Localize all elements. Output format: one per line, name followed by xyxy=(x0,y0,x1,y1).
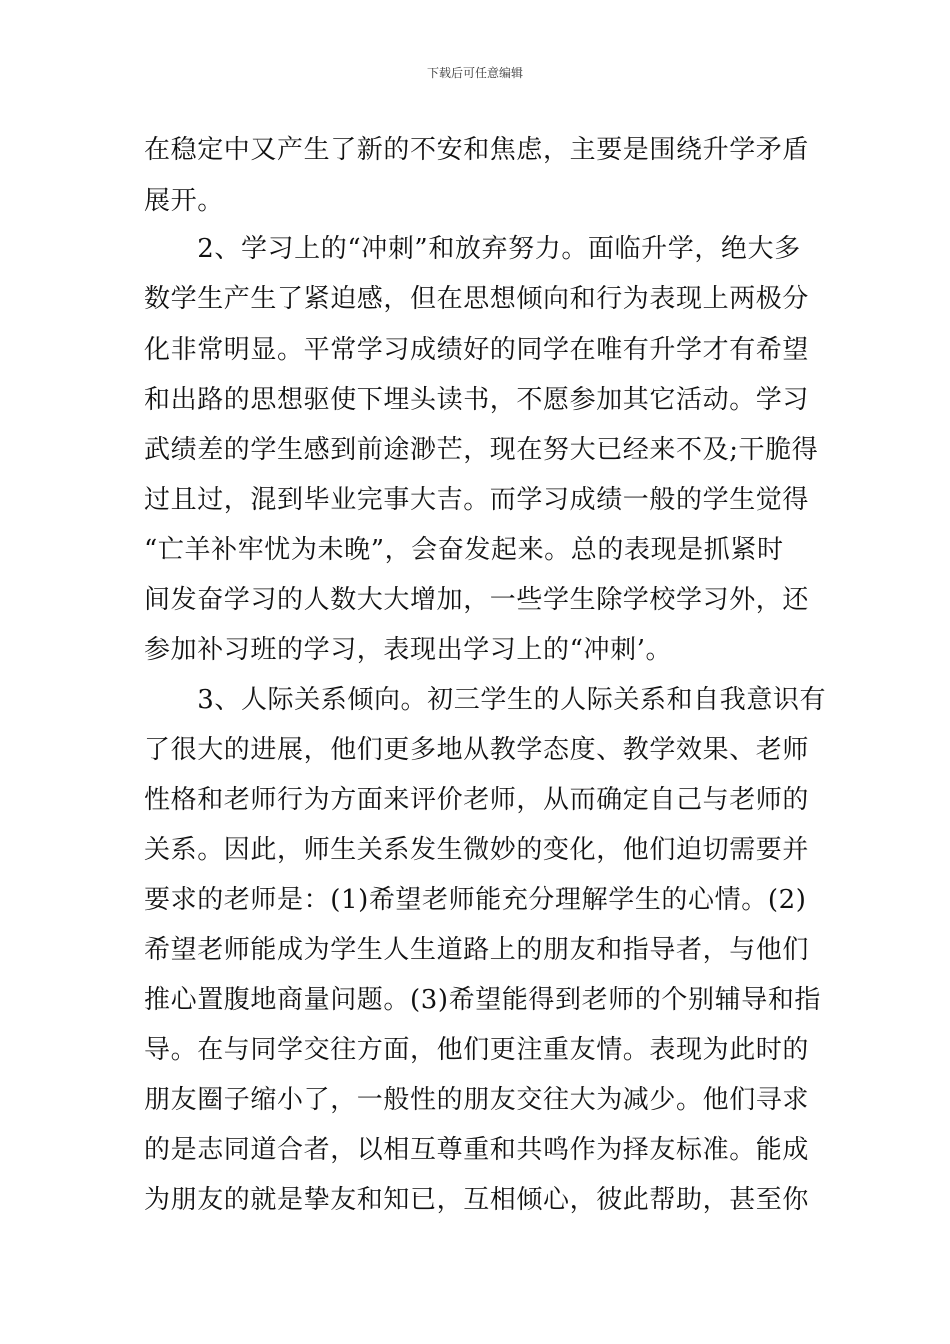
text-line: 希望老师能成为学生人生道路上的朋友和指导者，与他们 xyxy=(144,935,810,965)
text-line: 武绩差的学生感到前途渺芒，现在努大已经来不及;干脆得 xyxy=(144,435,819,465)
text-line: 的是志同道合者，以相互尊重和共鸣作为择友标准。能成 xyxy=(144,1135,810,1165)
text-line: 导。在与同学交往方面，他们更注重友情。表现为此时的 xyxy=(144,1035,810,1065)
text-line: 展开。 xyxy=(144,186,224,216)
text-line: 2、学习上的“冲刺”和放弃努力。面临升学，绝大多 xyxy=(144,234,801,264)
text-line: 在稳定中又产生了新的不安和焦虑，主要是围绕升学矛盾 xyxy=(144,135,810,165)
text-line: 要求的老师是：(1)希望老师能充分理解学生的心情。(2) xyxy=(144,885,807,915)
page-header: 下载后可任意编辑 xyxy=(426,66,523,80)
text-line: 和出路的思想驱使下埋头读书，不愿参加其它活动。学习 xyxy=(144,385,810,415)
text-line: 参加补习班的学习，表现出学习上的“冲刺’。 xyxy=(144,635,673,665)
text-line: 3、人际关系倾向。初三学生的人际关系和自我意识有 xyxy=(144,685,827,715)
text-line: 了很大的进展，他们更多地从教学态度、教学效果、老师 xyxy=(144,735,810,765)
text-line: “亡羊补牢忧为未晚”，会奋发起来。总的表现是抓紧时 xyxy=(144,535,784,565)
text-line: 数学生产生了紧迫感，但在思想倾向和行为表现上两极分 xyxy=(144,284,810,314)
text-line: 推心置腹地商量问题。(3)希望能得到老师的个别辅导和指 xyxy=(144,985,822,1015)
text-line: 为朋友的就是挚友和知已，互相倾心，彼此帮助，甚至你 xyxy=(144,1185,810,1215)
text-line: 性格和老师行为方面来评价老师，从而确定自己与老师的 xyxy=(144,785,810,815)
text-line: 关系。因此，师生关系发生微妙的变化，他们迫切需要并 xyxy=(144,835,810,865)
text-line: 化非常明显。平常学习成绩好的同学在唯有升学才有希望 xyxy=(144,335,810,365)
text-line: 朋友圈子缩小了，一般性的朋友交往大为减少。他们寻求 xyxy=(144,1085,810,1115)
text-line: 间发奋学习的人数大大增加，一些学生除学校学习外，还 xyxy=(144,585,810,615)
text-line: 过且过，混到毕业完事大吉。而学习成绩一般的学生觉得 xyxy=(144,485,810,515)
